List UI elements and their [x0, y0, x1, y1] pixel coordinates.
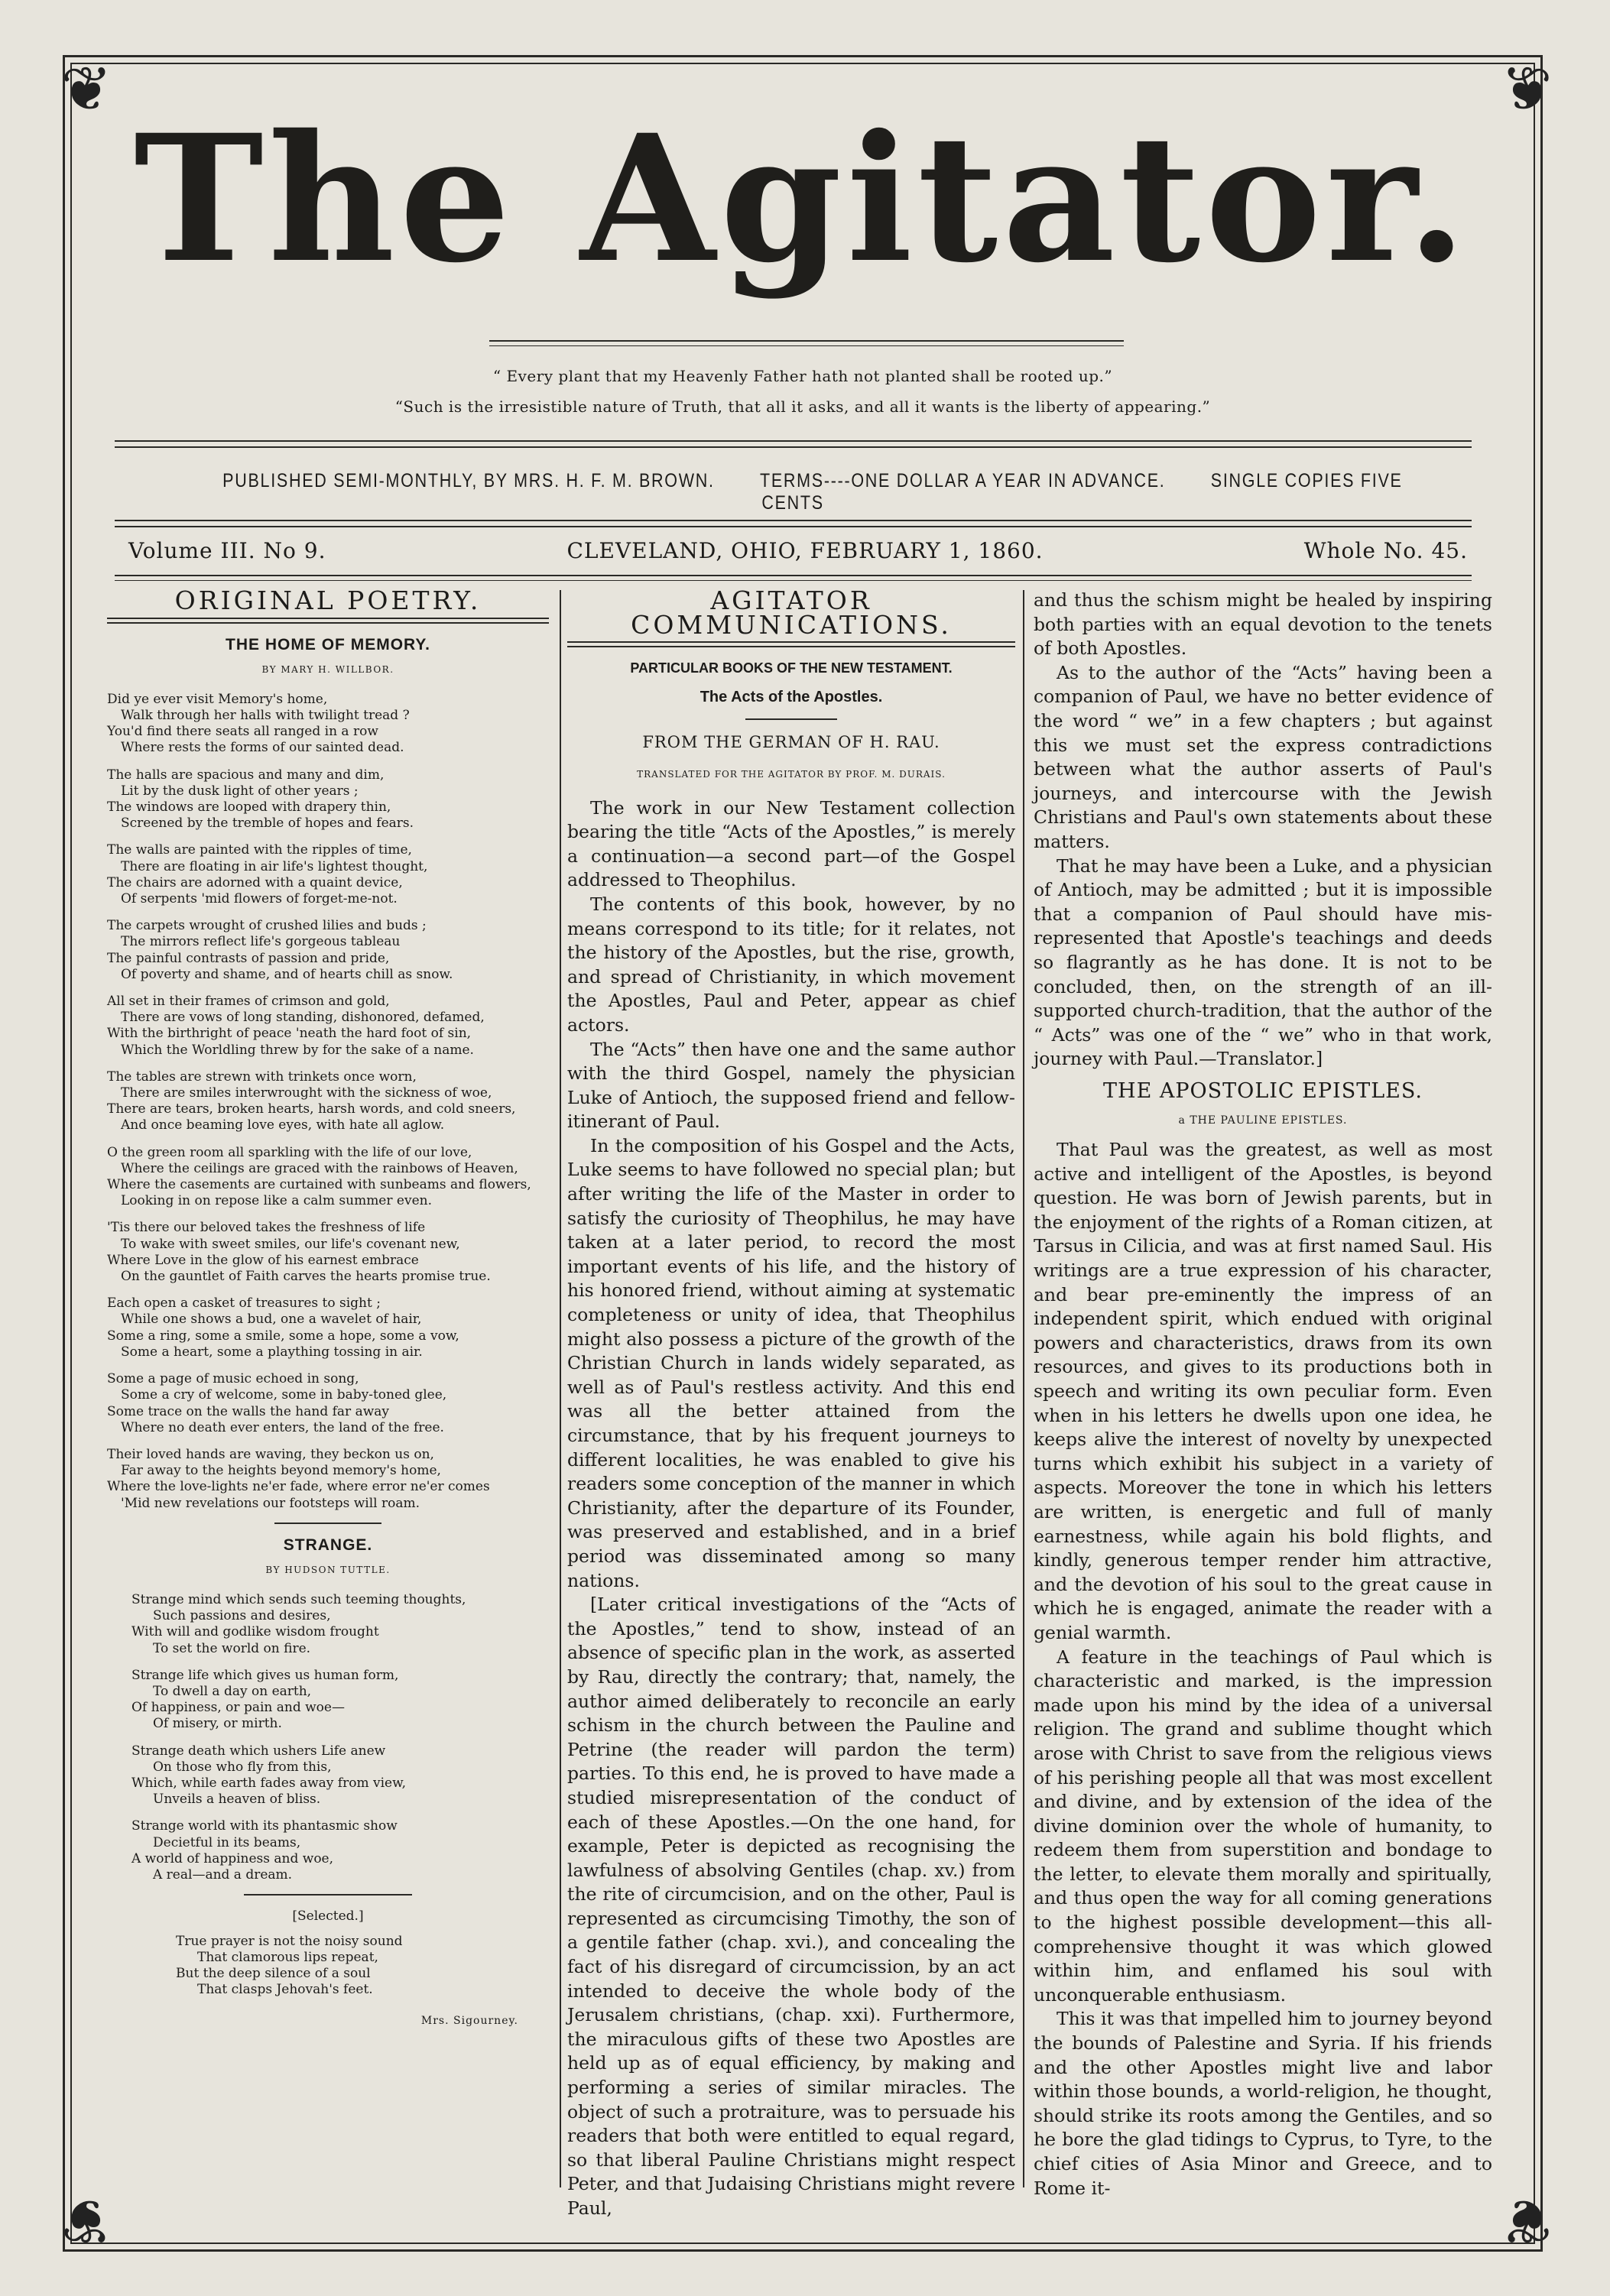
verse-line: On those who fly from this,	[153, 1759, 332, 1775]
verse-line: Some a cry of welcome, some in baby-toned glee,	[121, 1387, 447, 1403]
verse-line: While one shows a bud, one a wavelet of hair,	[121, 1312, 422, 1328]
verse-line: Such passions and desires,	[153, 1608, 331, 1624]
place-date: CLEVELAND, OHIO, FEBRUARY 1, 1860.	[566, 538, 1044, 563]
verse-line: Walk through her halls with twilight tread ?	[121, 707, 410, 723]
divider	[244, 1894, 412, 1895]
paragraph: The “Acts” then have one and the same author with the third Gospel, namely the physician Luke of Antioch, the supposed friend and fellow-itinerant of Paul.	[567, 1038, 1015, 1133]
verse-line: The windows are looped with drapery thin,	[107, 799, 391, 815]
epistles-column	[1034, 589, 1492, 2200]
single-copies: SINGLE COPIES FIVE CENTS	[761, 470, 1403, 514]
poetry-column	[107, 585, 549, 2033]
verse-line: A real—and a dream.	[153, 1866, 293, 1883]
verse-line: To wake with sweet smiles, our life's covenant new,	[121, 1236, 460, 1252]
paragraph: The contents of this book, however, by no means correspond to its title; for it relates, not the history of the Apostles, but the rise, growth, and spread of Christianity, in which movement the Apostles, Paul and Peter, appear as chief actors.	[567, 893, 1015, 1036]
stanza	[107, 767, 549, 832]
paragraph: and thus the schism might be healed by inspiring both parties with an equal devotion to the tenets of both Apostles.	[1034, 589, 1492, 660]
verse-line: To dwell a day on earth,	[153, 1683, 312, 1699]
signature: Mrs. Sigourney.	[420, 2014, 518, 2027]
stanza	[107, 1296, 549, 1360]
selected-verse	[176, 1934, 549, 1999]
verse-line: You'd find there seats all ranged in a row	[107, 724, 378, 740]
verse-line: Of misery, or mirth.	[153, 1716, 282, 1732]
verse-line: The painful contrasts of passion and pride,	[107, 950, 390, 966]
verse-line: Did ye ever visit Memory's home,	[107, 691, 328, 707]
verse-line: Some trace on the walls the hand far away	[107, 1403, 390, 1419]
paragraph: That Paul was the greatest, as well as most active and intelligent of the Apostles, is beyond question. He was born of Jewish parents, but in the enjoyment of the rights of a Roman citizen, at Tarsus in Cilicia, and was at first named Saul. His writings are a true expression of his character, and bear pre-eminently the impress of an independent spirit, which endued with original powers and characteristics, draws from its own resources, and gives to its productions both in speech and writing its own peculiar form. Even when in his letters he dwells upon one idea, he keeps alive the interest of novelty by unexpected turns which exhibit his subject in a variety of aspects. Moreover the tone in which his letters are written, is energetic and full of manly earnestness, while again his bold flights, and kindly, generous temper render him attractive, and the devotion of his soul to the great cause in which he is engaged, animate the reader with a genial warmth.	[1034, 1139, 1492, 1643]
verse-line: A world of happiness and woe,	[131, 1850, 334, 1866]
verse-line: And once beaming love eyes, with hate all aglow.	[121, 1117, 445, 1133]
verse-line: True prayer is not the noisy sound	[176, 1933, 403, 1949]
divider	[745, 718, 837, 720]
communications-section-head: AGITATOR COMMUNICATIONS.	[567, 589, 1015, 643]
publication-line	[178, 470, 1427, 514]
verse-line: Looking in on repose like a calm summer even.	[121, 1193, 432, 1209]
verse-line: Where the casements are curtained with sunbeams and flowers,	[107, 1177, 531, 1193]
verse-line: Where no death ever enters, the land of the free.	[121, 1419, 444, 1435]
stanza	[107, 994, 549, 1059]
verse-line: There are tears, broken hearts, harsh words, and cold sneers,	[107, 1101, 516, 1117]
divider	[115, 580, 1472, 581]
corner-ornament-icon: ❦	[1501, 2185, 1553, 2256]
verse-line: Some a ring, some a smile, some a hope, some a vow,	[107, 1328, 459, 1344]
verse-line: Which, while earth fades away from view,	[131, 1775, 407, 1791]
verse-line: Where Love in the glow of his earnest embrace	[107, 1252, 419, 1268]
poem-byline: BY HUDSON TUTTLE.	[265, 1565, 391, 1576]
divider	[489, 345, 1124, 346]
masthead-title: The Agitator.	[134, 96, 1472, 301]
article-title: PARTICULAR BOOKS OF THE NEW TESTAMENT.	[630, 660, 953, 676]
divider	[489, 340, 1124, 342]
section-heading: THE APOSTOLIC EPISTLES.	[1103, 1078, 1423, 1103]
stanza	[107, 842, 549, 907]
verse-line: Lit by the dusk light of other years ;	[121, 783, 359, 799]
corner-ornament-icon: ❦	[60, 2185, 112, 2256]
paragraph: In the composition of his Gospel and the Acts, Luke seems to have followed no special plan; but after writing the life of the Master in order to satisfy the curiosity of Theophilus, he may have taken at a later period, to record the most important events of his life, and the history of his honored friend, without aiming at systematic completeness or unity of idea, that Theophilus might also possess a picture of the growth of the Christian Church in lands widely separated, as well as of Paul's restless activity. And this end was all the better attained from the circumstance, that by his frequent journeys to different localities, he was enabled to give his readers some conception of the manner in which Christianity, after the departure of its Founder, was preserved and established, and in a brief period was disseminated among so many nations.	[567, 1134, 1015, 1591]
verse-line: Where rests the forms of our sainted dead.	[121, 740, 404, 756]
divider	[115, 526, 1472, 527]
selected-label: [Selected.]	[292, 1908, 364, 1925]
paragraph: [Later critical investigations of the “Acts of the Apostles,” tend to show, instead of an absence of specific plan in the work, as asserted by Rau, directly the contrary; that, namely, the author aimed deliberately to reconcile an early schism in the church between the Pauline and Petrine (the reader will pardon the term) parties. To this end, he is proved to have made a studied misrepresentation of the conduct of each of these Apostles.—On the one hand, for example, Peter is depicted as recognising the lawfulness of absolving Gentiles (chap. xv.) from the rite of circumcision, and on the other, Paul is represented as circumcising Timothy, the son of a gentile father (chap. xvi.), and concealing the fact of his disregard of circumcission, by an act intended to deceive the whole body of the Jerusalem christians, (chap. xxi). Furthermore, the miraculous gifts of these two Apostles are held up as of equal efficiency, by making and performing a series of similar miracles. The object of such a protraiture, was to persuade his readers that both were entitled to equal regard, so that liberal Pauline Christians might respect Peter, and that Judaising Christians might revere Paul,	[567, 1594, 1015, 2219]
verse-line: With the birthright of peace 'neath the hard foot of sin,	[107, 1026, 472, 1042]
verse-line: Strange death which ushers Life anew	[131, 1743, 386, 1759]
stanza	[107, 1145, 549, 1210]
stanza	[131, 1743, 549, 1808]
verse-line: Of poverty and shame, and of hearts chill as snow.	[121, 966, 453, 982]
verse-line: All set in their frames of crimson and gold,	[107, 994, 390, 1010]
stanza	[107, 692, 549, 757]
verse-line: Of serpents 'mid flowers of forget-me-not.	[121, 891, 398, 907]
verse-line: O the green room all sparkling with the life of our love,	[107, 1144, 472, 1160]
verse-line: Their loved hands are waving, they beckon us on,	[107, 1446, 434, 1462]
stanza	[131, 1592, 549, 1657]
verse-line: Some a page of music echoed in song,	[107, 1371, 359, 1387]
verse-line: Each open a casket of treasures to sight ;	[107, 1296, 381, 1312]
whole-number: Whole No. 45.	[1303, 538, 1468, 563]
stanza	[107, 1447, 549, 1512]
verse-line: Where the love-lights ne'er fade, where error ne'er comes	[107, 1479, 490, 1495]
poem-title: STRANGE.	[283, 1536, 373, 1554]
verse-line: That clamorous lips repeat,	[197, 1949, 378, 1965]
column-divider	[560, 590, 561, 2187]
verse-line: The carpets wrought of crushed lilies and buds ;	[107, 918, 427, 934]
publisher: PUBLISHED SEMI-MONTHLY, BY MRS. H. F. M. BROWN.	[222, 470, 715, 491]
divider	[115, 446, 1472, 448]
verse-line: 'Tis there our beloved takes the freshness of life	[107, 1220, 426, 1236]
verse-line: There are vows of long standing, dishonored, defamed,	[121, 1010, 485, 1026]
verse-line: But the deep silence of a soul	[176, 1966, 371, 1982]
verse-line: The tables are strewn with trinkets once worn,	[107, 1069, 417, 1085]
verse-line: To set the world on fire.	[153, 1640, 311, 1656]
verse-line: Which the Worldling threw by for the sake of a name.	[121, 1042, 474, 1058]
verse-line: Unveils a heaven of bliss.	[153, 1792, 321, 1808]
paragraph: This it was that impelled him to journey beyond the bounds of Palestine and Syria. If his friends and the other Apostles might live and labor within those bounds, a world-religion, he thought, should strike its roots among the Gentiles, and so he bore the glad tidings to Cyprus, to Tyre, to the chief cities of Asia Minor and Greece, and to Rome it-	[1034, 2008, 1492, 2199]
communications-column	[567, 585, 1015, 2221]
divider	[115, 575, 1472, 576]
verse-line: Strange life which gives us human form,	[131, 1667, 399, 1683]
paragraph: As to the author of the “Acts” having been a companion of Paul, we have no better evidence of the word “ we” in a few chapters ; but against this we must set the express contradictions between what the author asserts of Paul's journeys, and intercourse with the Jewish Christians and Paul's own statements about these matters.	[1034, 661, 1492, 852]
motto-line-1: “ Every plant that my Heavenly Father hath not planted shall be rooted up.”	[492, 367, 1113, 385]
verse-line: With will and godlike wisdom frought	[131, 1624, 379, 1640]
verse-line: The mirrors reflect life's gorgeous tableau	[121, 934, 401, 950]
paragraph: That he may have been a Luke, and a physician of Antioch, may be admitted ; but it is impossible that a companion of Paul should have mis-represented that Apostle's teachings and deeds so flagrantly as he has done. It is not to be concluded, then, on the strength of an ill-supported church-tradition, that the author of the “ Acts” was one of the “ we” who in that work, journey with Paul.—Translator.]	[1034, 855, 1492, 1070]
verse-line: Screened by the tremble of hopes and fears.	[121, 816, 414, 832]
volume-number: Volume III. No 9.	[128, 538, 326, 563]
paragraph: A feature in the teachings of Paul which is characteristic and marked, is the impression made upon his mind by the idea of a universal religion. The grand and sublime thought which arose with Christ to save from the religious views of his perishing people all that was most excellent and divine, and by extension of the idea of the divine dominion over the whole of humanity, to redeem them from superstition and bondage to the letter, to elevate them morally and spiritually, and thus open the way for all coming generations to the highest possible development—this all-comprehensive thought it was which glowed within him, and enflamed his soul with unconquerable enthusiasm.	[1034, 1646, 1492, 2006]
terms: TERMS----ONE DOLLAR A YEAR IN ADVANCE.	[759, 470, 1166, 491]
stanza	[131, 1668, 549, 1733]
corner-ornament-icon: ❦	[1501, 54, 1553, 125]
stanza	[107, 1371, 549, 1436]
stanza	[131, 1818, 549, 1883]
verse-line: Decietful in its beams,	[153, 1834, 301, 1850]
corner-ornament-icon: ❦	[60, 54, 112, 125]
verse-line: 'Mid new revelations our footsteps will roam.	[121, 1495, 420, 1511]
poem-title: THE HOME OF MEMORY.	[226, 635, 430, 653]
article-source: FROM THE GERMAN OF H. RAU.	[642, 733, 940, 752]
stanza	[107, 1220, 549, 1285]
stanza	[107, 1069, 549, 1134]
verse-line: Strange mind which sends such teeming thoughts,	[131, 1591, 466, 1607]
article-translator: TRANSLATED FOR THE AGITATOR BY PROF. M. DURAIS.	[637, 768, 946, 780]
poem-byline: BY MARY H. WILLBOR.	[261, 664, 394, 676]
verse-line: Of happiness, or pain and woe—	[131, 1700, 345, 1716]
verse-line: The chairs are adorned with a quaint device,	[107, 874, 403, 890]
verse-line: Where the ceilings are graced with the rainbows of Heaven,	[121, 1160, 518, 1176]
verse-line: There are smiles interwrought with the sickness of woe,	[121, 1085, 492, 1101]
verse-line: That clasps Jehovah's feet.	[197, 1982, 373, 1998]
paragraph: The work in our New Testament collection bearing the title “Acts of the Apostles,” is merely a continuation—a second part—of the Gospel addressed to Theophilus.	[567, 796, 1015, 891]
divider	[115, 520, 1472, 521]
motto-line-2: “Such is the irresistible nature of Truth, that all it asks, and all it wants is the liberty of appearing.”	[394, 397, 1211, 416]
verse-line: There are floating in air life's lightest thought,	[121, 858, 428, 874]
divider	[274, 1523, 381, 1524]
column-divider	[1023, 590, 1024, 2187]
verse-line: Some a heart, some a plaything tossing in air.	[121, 1344, 423, 1360]
verse-line: Far away to the heights beyond memory's home,	[121, 1463, 441, 1479]
stanza	[107, 918, 549, 983]
section-subheading: a THE PAULINE EPISTLES.	[1178, 1114, 1348, 1127]
poetry-section-head: ORIGINAL POETRY.	[107, 589, 549, 619]
verse-line: On the gauntlet of Faith carves the hearts promise true.	[121, 1269, 491, 1285]
verse-line: The halls are spacious and many and dim,	[107, 767, 385, 783]
verse-line: The walls are painted with the ripples of time,	[107, 842, 412, 858]
article-subtitle: The Acts of the Apostles.	[700, 688, 883, 705]
divider	[115, 440, 1472, 442]
verse-line: Strange world with its phantasmic show	[131, 1818, 398, 1834]
